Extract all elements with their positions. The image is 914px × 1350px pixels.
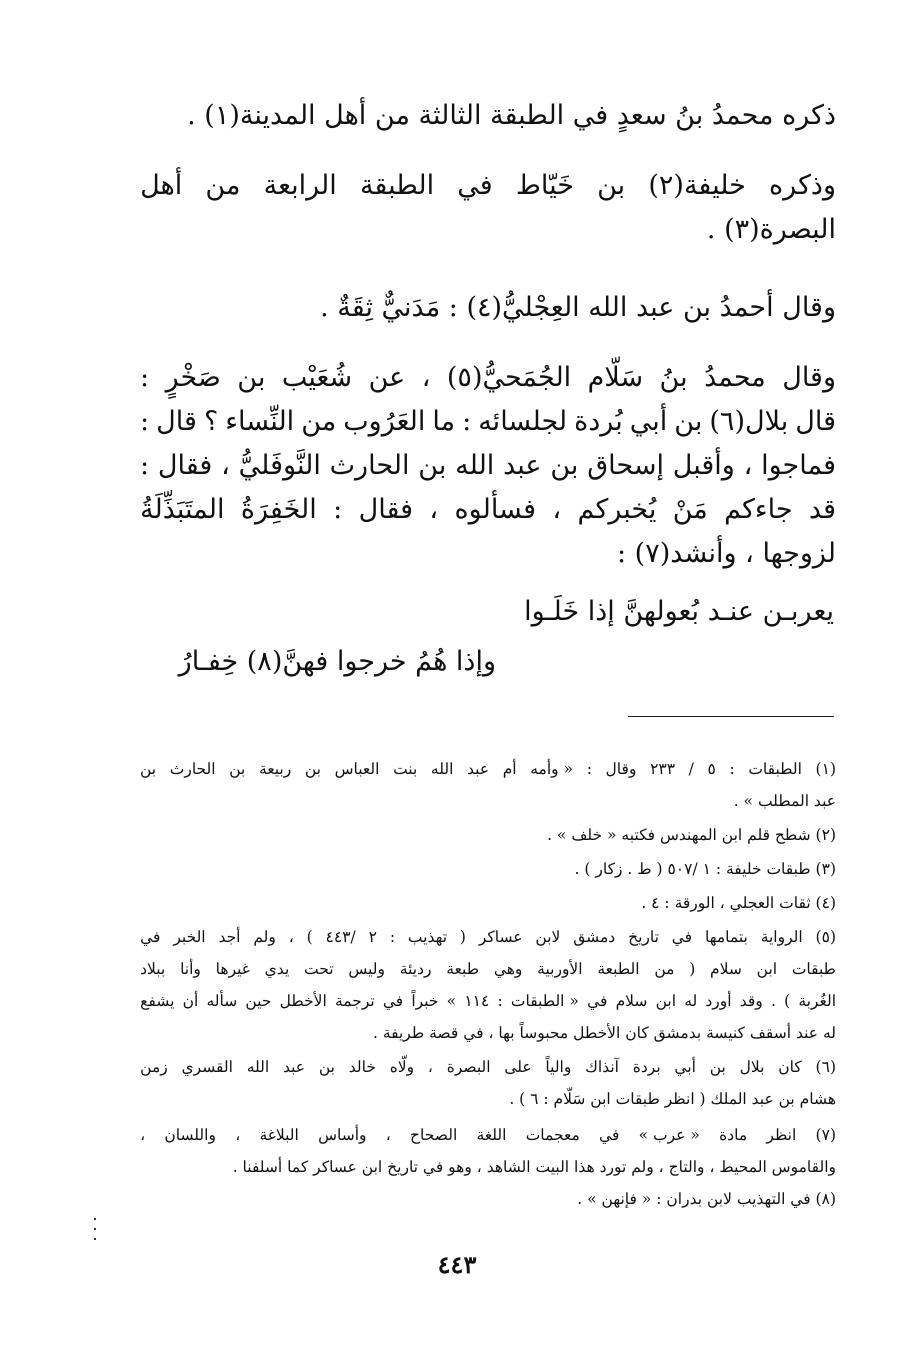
verse-first-hemistich: يعربـن عنـد بُعولهنَّ إذا خَلَـوا: [524, 596, 834, 627]
word: قال: [795, 406, 836, 437]
word: زمن: [140, 1058, 168, 1076]
word: الله: [455, 450, 495, 481]
word: كان: [778, 1058, 802, 1076]
word: طبعة: [446, 960, 480, 978]
word: قال: [156, 406, 197, 437]
word: بنُ: [659, 362, 688, 393]
word: مَنْ: [672, 494, 708, 525]
footnote-5-line-2: [140, 960, 836, 978]
word: ،: [552, 494, 562, 525]
word: /٤٤٣: [325, 928, 356, 946]
word: ،: [385, 1126, 391, 1144]
word: ،: [140, 1126, 146, 1144]
word: بن: [237, 362, 266, 393]
word: الطبعة: [597, 960, 640, 978]
word: الجُمَحيُّ(٥): [446, 362, 572, 393]
word: ربيعة: [258, 760, 292, 778]
word: بلال: [739, 1058, 765, 1076]
word: فقال: [358, 494, 414, 525]
paragraph-4-line-5: لزوجها ، وأنشد(٧) :: [617, 538, 836, 569]
word: تهذيب: [407, 928, 448, 946]
word: ،: [421, 362, 431, 393]
word: ابن: [655, 992, 677, 1010]
word: في: [457, 170, 493, 201]
word: الغُربة: [798, 992, 836, 1010]
word: :: [497, 992, 503, 1010]
word: الله: [430, 760, 454, 778]
word: في: [599, 1126, 620, 1144]
word: :: [140, 362, 150, 393]
word: (: [689, 960, 696, 978]
word: :: [389, 928, 396, 946]
word: أجد: [218, 928, 241, 946]
word: ؟: [203, 406, 219, 437]
word: .: [770, 992, 776, 1010]
word: بن: [550, 450, 579, 481]
word: فقال: [157, 450, 213, 481]
word: في: [587, 992, 608, 1010]
verse-second-hemistich: وإذا هُمُ خرجوا فهنَّ(٨) خِفـارُ: [178, 646, 496, 677]
word: يشفع: [140, 992, 175, 1010]
word: خالد: [348, 1058, 376, 1076]
word: العَرُوب: [343, 406, 426, 437]
word: مادة: [719, 1126, 748, 1144]
word: العباس: [334, 760, 380, 778]
word: بلال(٦): [709, 406, 789, 437]
word: بن: [597, 170, 626, 201]
word: وهي: [493, 960, 523, 978]
word: اللغة: [476, 1126, 507, 1144]
footnote-5-line-3: [140, 992, 836, 1010]
word: بن: [674, 406, 703, 437]
word: ١١٤: [464, 992, 490, 1010]
word: بتمامها: [704, 928, 748, 946]
word: (١): [815, 760, 836, 778]
footnote-8: (٨) في التهذيب لابن بدران : « فإنهن » .: [577, 1190, 836, 1208]
word: بن: [418, 450, 447, 481]
word: يدي: [264, 960, 290, 978]
word: بن: [140, 760, 157, 778]
word: ببلاد: [140, 960, 166, 978]
footnote-1-line-1: [140, 760, 836, 778]
word: من: [205, 170, 241, 201]
footnote-3: (٣) طبقات خليفة : ١ /٥٠٧ ( ط . زكار ) .: [574, 860, 836, 878]
word: « عرب »: [638, 1126, 700, 1144]
word: وليس: [348, 960, 385, 978]
word: جاءكم: [724, 494, 793, 525]
footnote-6-line-2: هشام بن عبد الملك ( انظر طبقات ابن سَلّام : ٦ ) .: [509, 1090, 836, 1108]
paragraph-1: ذكره محمدُ بنُ سعدٍ في الطبقة الثالثة من أهل المدينة(١) .: [187, 100, 836, 131]
word: ): [306, 928, 313, 946]
word: إسحاق: [587, 450, 664, 481]
word: الحارث: [329, 450, 410, 481]
word: الحارث: [169, 760, 216, 778]
word: ،: [221, 450, 230, 481]
word: أم: [502, 760, 517, 778]
word: البصرة: [446, 1058, 491, 1076]
footnote-5-line-1: [140, 928, 836, 946]
word: الخَفِرَةُ: [240, 494, 317, 525]
word: الرابعة: [263, 170, 337, 201]
word: ،: [429, 494, 439, 525]
word: أبي: [674, 1058, 696, 1076]
word: النِّساء: [225, 406, 295, 437]
word: وذكره: [769, 170, 836, 201]
word: ٢٣٣: [650, 760, 676, 778]
word: عن: [368, 362, 406, 393]
footnote-4: (٤) ثقات العجلي ، الورقة : ٤ .: [641, 894, 836, 912]
word: في: [671, 928, 693, 946]
word: سأله: [206, 992, 238, 1010]
word: الطبقات: [748, 760, 802, 778]
word: بن: [709, 1058, 726, 1076]
footnote-separator: [628, 716, 834, 717]
footnote-7-line-1: [140, 1126, 836, 1144]
word: المتَبَذِّلَةُ: [140, 494, 225, 525]
word: »: [446, 992, 457, 1010]
word: بُردة: [574, 406, 623, 437]
word: ،: [235, 1126, 241, 1144]
word: آنذاك: [585, 1058, 619, 1076]
word: بن: [304, 760, 321, 778]
word: :: [140, 450, 150, 481]
word: :: [140, 406, 150, 437]
word: خليفة(٢): [648, 170, 746, 201]
word: الأوربية: [537, 960, 583, 978]
word: ،: [743, 450, 753, 481]
word: :: [729, 760, 735, 778]
word: من: [654, 960, 675, 978]
word: ٥: [707, 760, 716, 778]
word: وأساس: [318, 1126, 367, 1144]
paragraph-4-line-4: [140, 494, 836, 525]
paragraph-4-line-2: [140, 406, 836, 437]
word: عبد: [467, 760, 490, 778]
word: (٥): [815, 928, 836, 946]
paragraph-2-line-1: [140, 170, 836, 201]
footnote-7-line-2: والقاموس المحيط ، والتاج ، ولم تورد هذا البيت الشاهد ، وهو في تاريخ ابن عساكر كما أسلفنا .: [232, 1158, 836, 1176]
word: النَّوفَليُّ: [238, 450, 321, 481]
word: :: [586, 760, 592, 778]
word: :: [333, 494, 343, 525]
word: خبراً: [411, 992, 439, 1010]
word: ولّاه: [389, 1058, 415, 1076]
word: ما: [432, 406, 456, 437]
paragraph-3: وقال أحمدُ بن عبد الله العِجْليُّ(٤) : مَدَنيٌّ ثِقَةٌ .: [320, 292, 836, 323]
word: وقال: [605, 760, 637, 778]
word: وقال: [782, 362, 836, 393]
footnote-1-line-2: عبد المطلب » .: [733, 792, 836, 810]
footnote-6-line-1: [140, 1058, 836, 1076]
word: له: [684, 992, 698, 1010]
word: أبي: [629, 406, 668, 437]
word: القسري: [181, 1058, 233, 1076]
word: ،: [427, 1058, 433, 1076]
word: (٧): [815, 1126, 836, 1144]
paragraph-2-line-2: البصرة(٣) .: [706, 214, 836, 245]
word: دمشق: [573, 928, 616, 946]
word: البلاغة: [259, 1126, 299, 1144]
word: :: [462, 406, 472, 437]
word: (: [459, 928, 466, 946]
paragraph-4-line-3: [140, 450, 836, 481]
word: فسألوه: [454, 494, 537, 525]
word: واللسان: [164, 1126, 216, 1144]
word: عبد: [503, 450, 542, 481]
paragraph-4-line-1: [140, 362, 836, 393]
word: طبقات: [791, 960, 836, 978]
word: « الطبقات: [510, 992, 579, 1010]
word: ): [784, 992, 791, 1010]
word: سلام: [615, 992, 648, 1010]
word: بنت: [393, 760, 418, 778]
word: بن: [318, 1058, 335, 1076]
word: وقد: [739, 992, 763, 1010]
word: خَيّاط: [515, 170, 574, 201]
word: من: [301, 406, 337, 437]
word: لابن: [535, 928, 561, 946]
word: الخبر: [173, 928, 206, 946]
word: ٢: [368, 928, 377, 946]
word: ابن: [756, 960, 778, 978]
word: فماجوا: [761, 450, 836, 481]
word: /: [688, 760, 694, 778]
word: ،: [288, 928, 294, 946]
word: ترجمة: [334, 992, 375, 1010]
word: صَخْرٍ: [165, 362, 221, 393]
word: أورد: [705, 992, 732, 1010]
word: وأقبل: [672, 450, 735, 481]
word: سلام: [710, 960, 742, 978]
word: الله: [246, 1058, 270, 1076]
word: سَلّام: [587, 362, 644, 393]
word: تحت: [304, 960, 334, 978]
word: ولم: [253, 928, 276, 946]
word: غيرها: [215, 960, 250, 978]
word: « وأمه: [530, 760, 574, 778]
word: لجلسائه: [478, 406, 568, 437]
word: الرواية: [760, 928, 803, 946]
page-number: ٤٤٣: [437, 1250, 477, 1279]
word: على: [504, 1058, 532, 1076]
word: انظر: [766, 1126, 797, 1144]
margin-scan-marks: [92, 1218, 98, 1242]
word: معجمات: [525, 1126, 580, 1144]
word: الطبقة: [359, 170, 435, 201]
word: بن: [229, 760, 246, 778]
word: في: [382, 992, 404, 1010]
word: في: [140, 928, 161, 946]
word: والياً: [545, 1058, 572, 1076]
word: قد: [808, 494, 836, 525]
word: يُخبركم: [577, 494, 657, 525]
word: أهل: [140, 170, 183, 201]
word: عبد: [282, 1058, 306, 1076]
word: شُعَيْب: [281, 362, 353, 393]
word: بردة: [632, 1058, 661, 1076]
word: رديئة: [399, 960, 432, 978]
footnote-2: (٢) شطح قلم ابن المهندس فكتبه « خلف » .: [547, 826, 836, 844]
word: (٦): [815, 1058, 836, 1076]
word: الأخطل: [279, 992, 327, 1010]
word: وأنا: [180, 960, 201, 978]
word: الصحاح: [410, 1126, 458, 1144]
word: محمدُ: [704, 362, 766, 393]
word: تاريخ: [628, 928, 659, 946]
word: أن: [182, 992, 199, 1010]
word: حين: [245, 992, 272, 1010]
word: عساكر: [478, 928, 523, 946]
footnote-5-line-4: له عند أسقف كنيسة بدمشق كان الأخطل محبوساً بها ، في قصة طريفة .: [372, 1024, 836, 1042]
